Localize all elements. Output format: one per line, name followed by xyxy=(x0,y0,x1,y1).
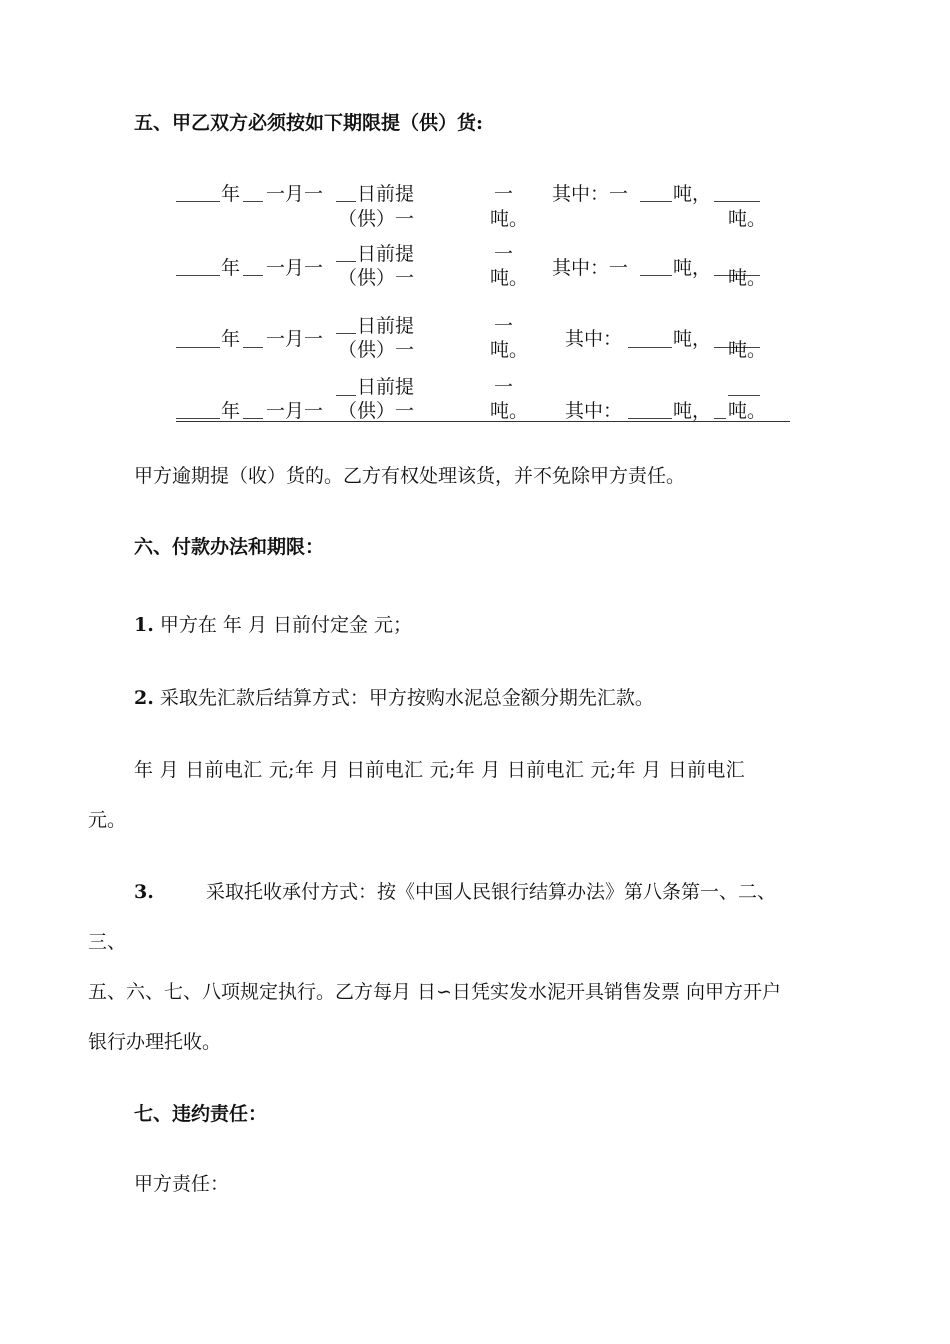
year-label: 年 xyxy=(221,328,241,350)
ton-label: 吨。 xyxy=(728,339,767,361)
payment-item-1 xyxy=(134,613,412,637)
month-blank xyxy=(243,400,263,419)
dash: 一 xyxy=(494,243,514,265)
ton-label: 吨。 xyxy=(490,267,529,289)
item-text: 采取托收承付方式：按《中国人民银行结算办法》第八条第一、二、 xyxy=(206,881,777,903)
day-blank xyxy=(336,315,356,334)
payment-item-3 xyxy=(134,880,776,904)
day-label: 日前提 xyxy=(357,243,415,265)
ton-blank xyxy=(640,257,672,276)
item-3-cont: 银行办理托收。 xyxy=(88,1031,222,1053)
ton-blank xyxy=(714,183,760,202)
month-blank xyxy=(243,257,263,276)
remittance-schedule-cont: 元。 xyxy=(88,809,127,831)
overdue-clause: 甲方逾期提（收）货的。乙方有权处理该货，并不免除甲方责任。 xyxy=(134,465,686,487)
ton-comma: 吨， xyxy=(673,400,712,422)
ton-blank xyxy=(628,400,672,419)
item-number: 2. xyxy=(134,687,154,709)
ton-label: 吨。 xyxy=(728,267,767,289)
ton-comma: 吨， xyxy=(673,257,712,279)
ton-label: 吨。 xyxy=(728,400,767,422)
month-label: 一月一 xyxy=(266,328,324,350)
month-label: 一月一 xyxy=(266,400,324,422)
party-a-liability: 甲方责任： xyxy=(134,1173,230,1195)
ton-label: 吨。 xyxy=(490,208,529,230)
item-3-cont: 五、六、七、八项规定执行。乙方每月 日∽日凭实发水泥开具销售发票 向甲方开户 xyxy=(88,981,782,1003)
ton-blank xyxy=(640,183,672,202)
section-6-heading: 六、付款办法和期限： xyxy=(134,536,325,558)
day-blank xyxy=(336,243,356,262)
of-which-label: 其中：一 xyxy=(552,183,629,205)
year-label: 年 xyxy=(221,257,241,279)
ton-blank xyxy=(714,400,726,419)
year-label: 年 xyxy=(221,400,241,422)
month-blank xyxy=(243,183,263,202)
remittance-schedule: 年 月 日前电汇 元;年 月 日前电汇 元;年 月 日前电汇 元;年 月 日前电汇 xyxy=(134,759,745,781)
of-which-label: 其中： xyxy=(565,328,623,350)
table-bottom-rule xyxy=(176,421,790,422)
year-blank xyxy=(176,257,220,276)
month-blank xyxy=(243,329,263,348)
dash: 一 xyxy=(494,376,514,398)
dash: 一 xyxy=(494,183,514,205)
item-number: 1. xyxy=(134,614,154,636)
item-text: 甲方在 年 月 日前付定金 元； xyxy=(159,614,413,636)
ton-label: 吨。 xyxy=(728,208,767,230)
supply-label: （供）一 xyxy=(338,339,415,361)
supply-label: （供）一 xyxy=(338,208,415,230)
year-blank xyxy=(176,329,220,348)
ton-label: 吨。 xyxy=(490,400,529,422)
ton-label: 吨。 xyxy=(490,339,529,361)
ton-blank xyxy=(628,329,672,348)
year-blank xyxy=(176,183,220,202)
item-text: 采取先汇款后结算方式：甲方按购水泥总金额分期先汇款。 xyxy=(159,687,654,709)
day-blank xyxy=(336,183,356,202)
item-number: 3. xyxy=(134,881,154,903)
year-label: 年 xyxy=(221,183,241,205)
of-which-label: 其中：一 xyxy=(552,257,629,279)
day-label: 日前提 xyxy=(357,315,415,337)
supply-label: （供）一 xyxy=(338,267,415,289)
day-blank xyxy=(336,377,356,396)
ton-blank xyxy=(728,377,760,396)
dash: 一 xyxy=(494,315,514,337)
day-label: 日前提 xyxy=(357,376,415,398)
payment-item-2 xyxy=(134,686,654,710)
of-which-label: 其中： xyxy=(565,400,623,422)
item-3-cont: 三、 xyxy=(88,931,127,953)
ton-comma: 吨， xyxy=(673,183,712,205)
ton-comma: 吨， xyxy=(673,328,712,350)
section-5-heading: 五、甲乙双方必须按如下期限提（供）货: xyxy=(134,112,484,134)
month-label: 一月一 xyxy=(266,257,324,279)
day-label: 日前提 xyxy=(357,183,415,205)
month-label: 一月一 xyxy=(266,183,324,205)
section-7-heading: 七、违约责任： xyxy=(134,1103,268,1125)
year-blank xyxy=(176,400,220,419)
supply-label: （供）一 xyxy=(338,400,415,422)
